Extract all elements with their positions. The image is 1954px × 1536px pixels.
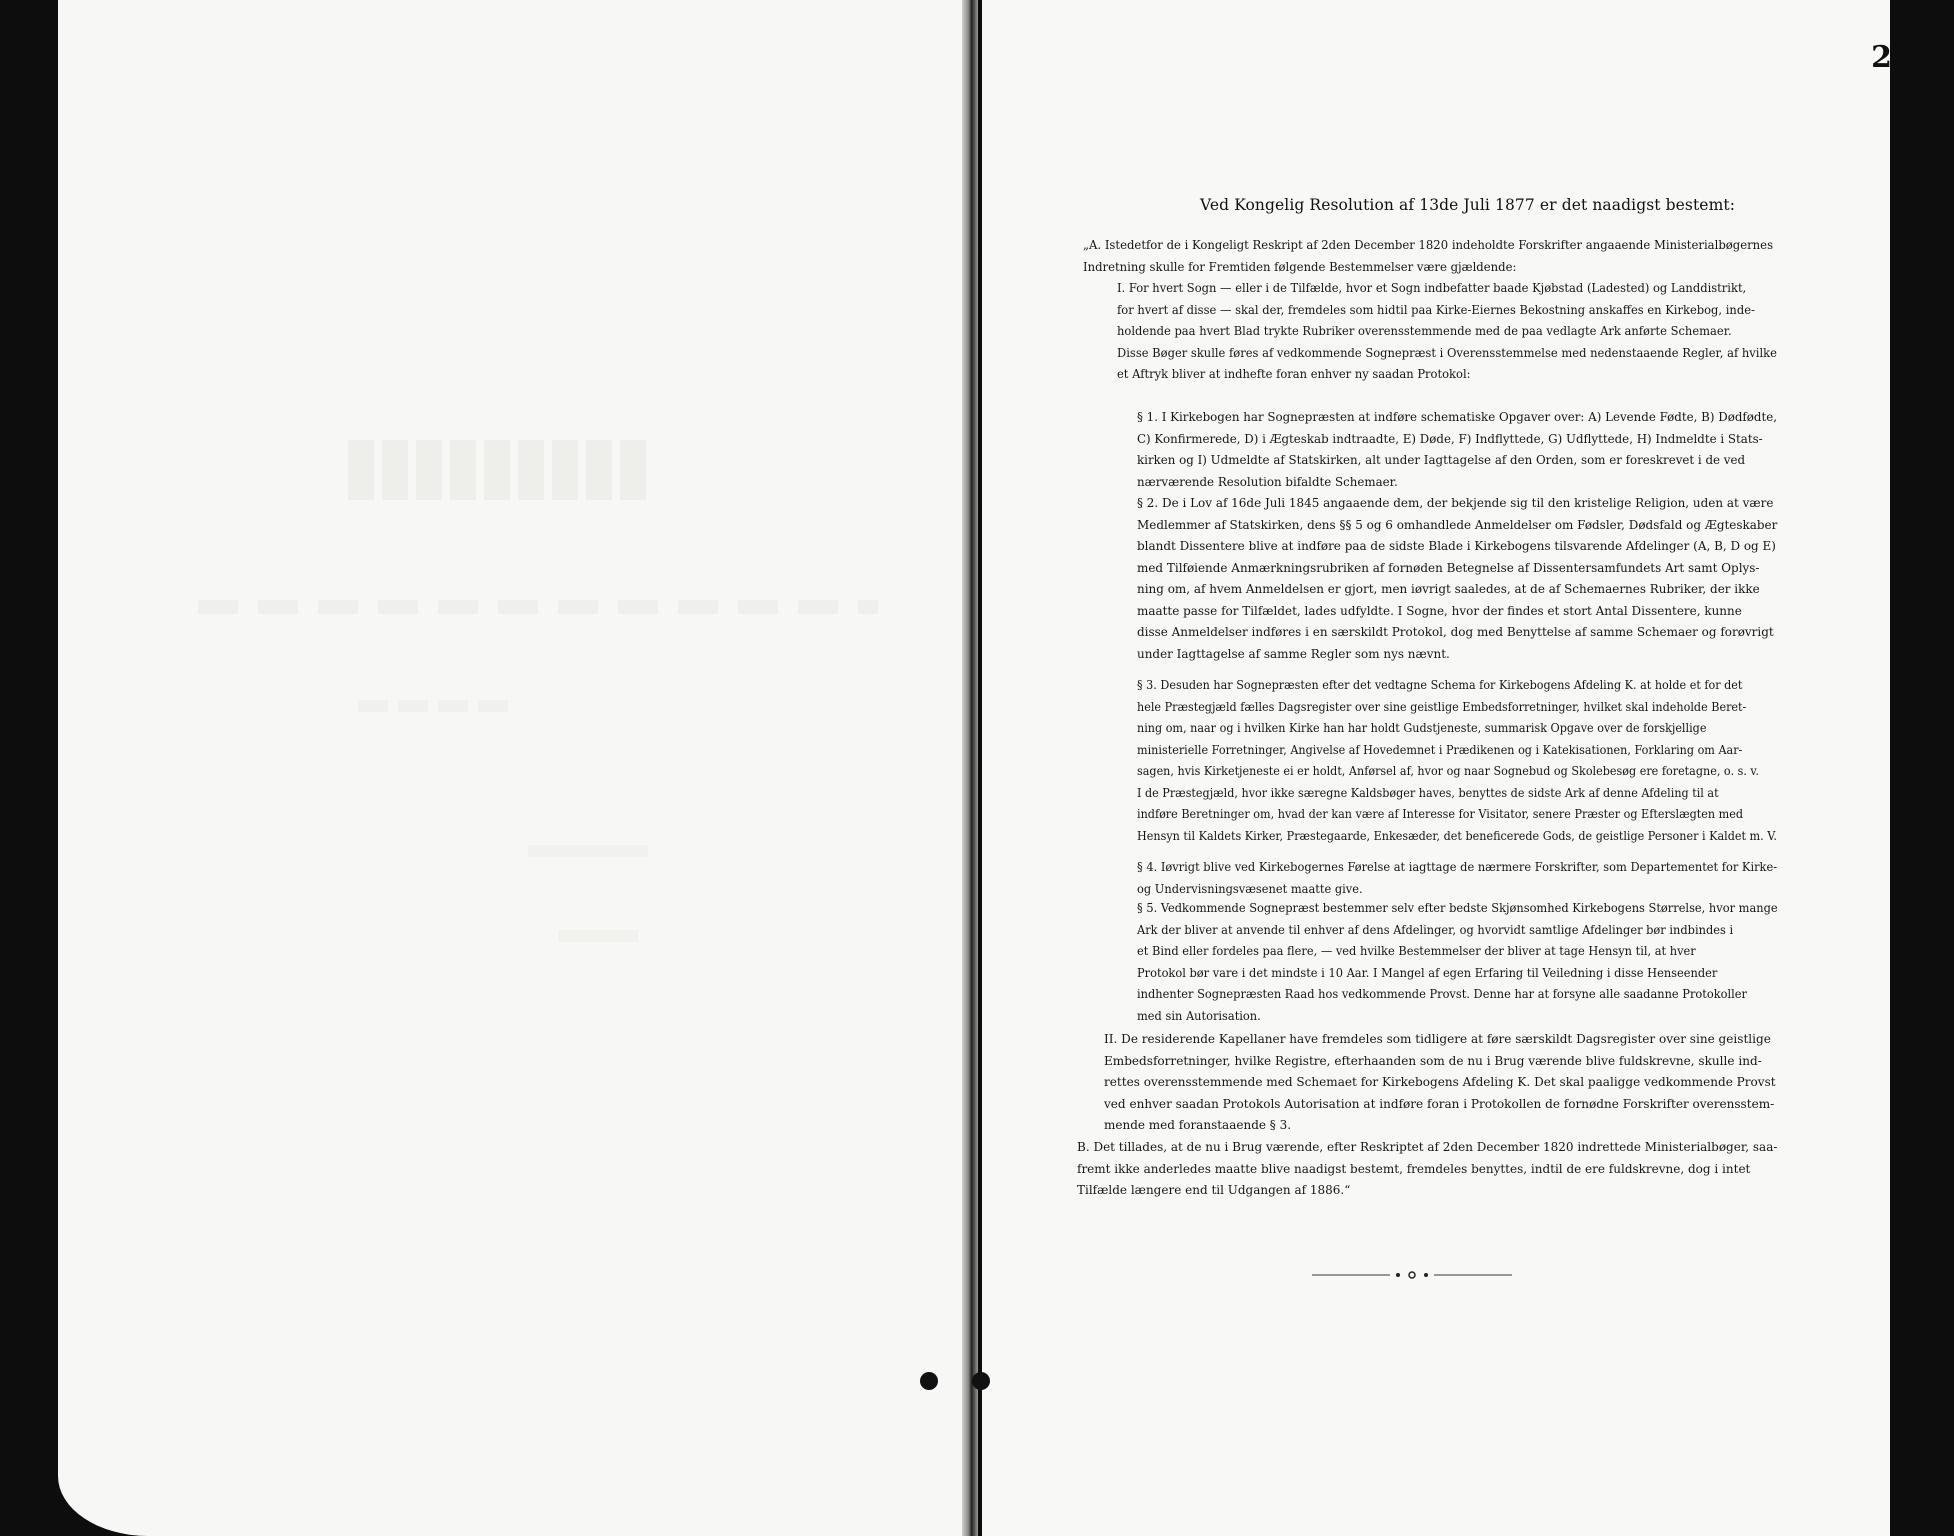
text-line: Disse Bøger skulle føres af vedkommende Sognepræst i Overensstemmelse med nedenstaaende Regler, af hvilke <box>1117 345 1777 360</box>
section-II <box>1104 1029 1776 1137</box>
left-page-blank <box>58 0 970 1536</box>
text-line: fremt ikke anderledes maatte blive naadigst bestemt, fremdeles benyttes, indtil de ere fuldskrevne, dog i intet <box>1077 1161 1751 1176</box>
bleed-through-line <box>198 600 878 614</box>
text-line: § 2. De i Lov af 16de Juli 1845 angaaende dem, der bekjende sig til den kristelige Religion, uden at være <box>1137 496 1774 510</box>
text-line: § 4. Iøvrigt blive ved Kirkebogernes Førelse at iagttage de nærmere Forskrifter, som Departementet for Kirke- <box>1137 860 1778 874</box>
text-line: disse Anmeldelser indføres i en særskildt Protokol, dog med Benyttelse af samme Schemaer og forøvrigt <box>1137 625 1774 639</box>
section-p4 <box>1137 857 1810 900</box>
text-line: nærværende Resolution bifaldte Schemaer. <box>1137 474 1398 489</box>
text-line: ved enhver saadan Protokols Autorisation at indføre foran i Protokollen de fornødne Forskrifter overensstem- <box>1104 1096 1775 1111</box>
resolution-heading: Ved Kongelig Resolution af 13de Juli 1877 er det naadigst bestemt: <box>1200 196 1736 214</box>
text-line: § 3. Desuden har Sognepræsten efter det vedtagne Schema for Kirkebogens Afdeling K. at holde et for det <box>1137 678 1743 692</box>
text-line: I. For hvert Sogn — eller i de Tilfælde, hvor et Sogn indbefatter baade Kjøbstad (Ladested) og Landdistrikt, <box>1117 281 1747 295</box>
text-line: sagen, hvis Kirketjeneste ei er holdt, Anførsel af, hvor og naar Sognebud og Skolebesøg ere foretagne, o. s. v. <box>1137 764 1759 778</box>
text-line: ministerielle Forretninger, Angivelse af Hovedemnet i Prædikenen og i Katekisationen, Forklaring om Aar- <box>1137 742 1743 757</box>
binding-hole-left <box>920 1372 938 1390</box>
section-p2 <box>1137 493 1779 665</box>
text-line: „A. Istedetfor de i Kongeligt Reskript af 2den December 1820 indeholdte Forskrifter angaaende Ministerialbøgernes <box>1083 238 1774 252</box>
text-line: maatte passe for Tilfældet, lades udfyldte. I Sogne, hvor der findes et stort Antal Dissentere, kunne <box>1137 603 1742 618</box>
text-line: indføre Beretninger om, hvad der kan være af Interesse for Visitator, senere Præster og Efterslægten med <box>1137 807 1744 821</box>
text-line: I de Præstegjæld, hvor ikke særegne Kaldsbøger haves, benyttes de sidste Ark af denne Afdeling til at <box>1137 785 1719 800</box>
book-gutter <box>962 0 978 1536</box>
text-line: et Aftryk bliver at indhefte foran enhver ny saadan Protokol: <box>1117 367 1471 381</box>
text-line: og Undervisningsvæsenet maatte give. <box>1137 881 1363 896</box>
text-line: blandt Dissentere blive at indføre paa de sidste Blade i Kirkebogens tilsvarende Afdelinger (A, B, D og E) <box>1137 539 1776 553</box>
text-line: B. Det tillades, at de nu i Brug værende, efter Reskriptet af 2den December 1820 indrettede Ministerialbøger, saa- <box>1077 1140 1778 1154</box>
bleed-through-line <box>358 700 518 712</box>
text-line: Hensyn til Kaldets Kirker, Præstegaarde, Enkesæder, det beneficerede Gods, de geistlige Personer i Kaldet m. V. <box>1137 828 1777 843</box>
section-p3 <box>1137 675 1824 847</box>
bleed-through-line <box>528 845 648 857</box>
text-line: § 1. I Kirkebogen har Sognepræsten at indføre schematiske Opgaver over: A) Levende Fødte, B) Dødfødte, <box>1137 410 1777 424</box>
section-p1 <box>1137 407 1786 493</box>
text-line: rettes overensstemmende med Schemaet for Kirkebogens Afdeling K. Det skal paaligge vedkommende Provst <box>1104 1075 1776 1089</box>
text-line: II. De residerende Kapellaner have fremdeles som tidligere at føre særskildt Dagsregister over sine geistlige <box>1104 1032 1771 1046</box>
section-B <box>1077 1137 1777 1202</box>
text-line: med sin Autorisation. <box>1137 1008 1261 1023</box>
text-line: under Iagttagelse af samme Regler som nys nævnt. <box>1137 646 1450 661</box>
text-line: Medlemmer af Statskirken, dens §§ 5 og 6 omhandlede Anmeldelser om Fødsler, Dødsfald og Ægteskaber <box>1137 517 1778 532</box>
bleed-through-line <box>558 930 638 942</box>
text-line: hele Præstegjæld fælles Dagsregister over sine geistlige Embedsforretninger, hvilket skal indeholde Beret- <box>1137 699 1747 714</box>
section-p5 <box>1137 898 1811 1027</box>
text-line: indhenter Sognepræsten Raad hos vedkommende Provst. Denne har at forsyne alle saadanne Protokoller <box>1137 987 1747 1001</box>
text-line: C) Konfirmerede, D) i Ægteskab indtraadte, E) Døde, F) Indflyttede, G) Udflyttede, H) Indmeldte i Stats- <box>1137 431 1763 446</box>
text-line: Ark der bliver at anvende til enhver af dens Afdelinger, og hvorvidt samtlige Afdelinger bør indbindes i <box>1137 922 1734 937</box>
text-line: kirken og I) Udmeldte af Statskirken, alt under Iagttagelse af den Orden, som er foreskrevet i de ved <box>1137 453 1746 467</box>
closing-ornament <box>1312 1270 1512 1280</box>
text-line: Embedsforretninger, hvilke Registre, efterhaanden som de nu i Brug værende blive fuldskrevne, skulle ind- <box>1104 1053 1762 1068</box>
text-line: ning om, naar og i hvilken Kirke han har holdt Gudstjeneste, summarisk Opgave over de forskjellige <box>1137 721 1707 735</box>
binding-hole-right <box>972 1372 990 1390</box>
section-A <box>1083 235 1794 278</box>
text-line: Indretning skulle for Fremtiden følgende Bestemmelser være gjældende: <box>1083 259 1517 274</box>
text-line: et Bind eller fordeles paa flere, — ved hvilke Bestemmelser der bliver at tage Hensyn til, at hver <box>1137 944 1696 958</box>
text-line: mende med foranstaaende § 3. <box>1104 1118 1292 1132</box>
text-line: § 5. Vedkommende Sognepræst bestemmer selv efter bedste Skjønsomhed Kirkebogens Størrelse, hvor mange <box>1137 901 1778 915</box>
text-line: for hvert af disse — skal der, fremdeles som hidtil paa Kirke-Eiernes Bekostning anskaffes en Kirkebog, inde- <box>1117 302 1755 317</box>
bleed-through-title <box>348 440 648 500</box>
text-line: Tilfælde længere end til Udgangen af 1886.“ <box>1077 1183 1351 1197</box>
page-number: 2 <box>1871 40 1892 75</box>
text-line: holdende paa hvert Blad trykte Rubriker overensstemmende med de paa vedlagte Ark anførte Schemaer. <box>1117 324 1732 338</box>
text-line: Protokol bør vare i det mindste i 10 Aar. I Mangel af egen Erfaring til Veiledning i disse Henseender <box>1137 965 1718 980</box>
text-line: med Tilføiende Anmærkningsrubriken af fornøden Betegnelse af Dissentersamfundets Art samt Oplys- <box>1137 560 1760 575</box>
text-line: ning om, af hvem Anmeldelsen er gjort, men iøvrigt saaledes, at de af Schemaernes Rubriker, der ikke <box>1137 582 1760 596</box>
section-I <box>1117 278 1805 386</box>
